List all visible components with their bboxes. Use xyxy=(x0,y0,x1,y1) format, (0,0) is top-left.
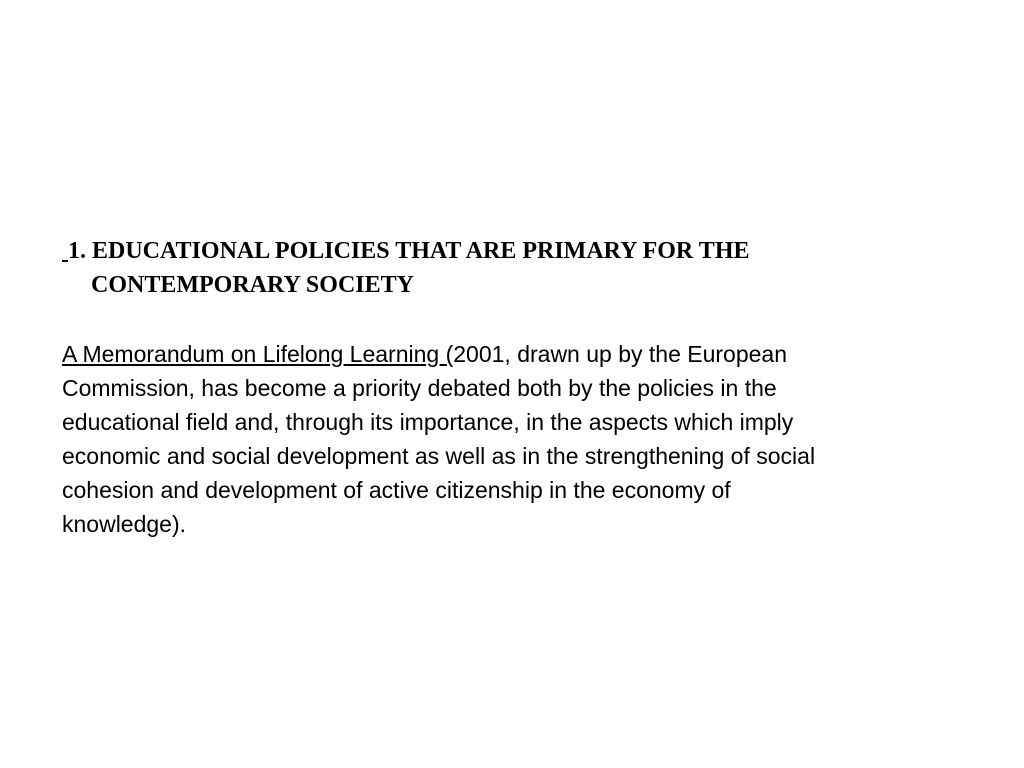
section-heading xyxy=(62,234,922,302)
paragraph-line-4: economic and social development as well as in the strengthening of social xyxy=(62,443,816,469)
memorandum-title-underlined: A Memorandum on Lifelong Learning ( xyxy=(62,341,454,367)
heading-line-2: CONTEMPORARY SOCIETY xyxy=(91,272,414,298)
paragraph-line-1-rest: 2001, drawn up by the European xyxy=(453,341,787,367)
paragraph-line-3: educational field and, through its importance, in the aspects which imply xyxy=(62,409,794,435)
paragraph-line-2: Commission, has become a priority debated both by the policies in the xyxy=(62,375,777,401)
body-paragraph xyxy=(62,337,942,541)
heading-line-1: 1. EDUCATIONAL POLICIES THAT ARE PRIMARY FOR THE xyxy=(68,238,750,264)
paragraph-line-5: cohesion and development of active citizenship in the economy of xyxy=(62,477,731,503)
paragraph-line-6: knowledge). xyxy=(62,511,187,537)
